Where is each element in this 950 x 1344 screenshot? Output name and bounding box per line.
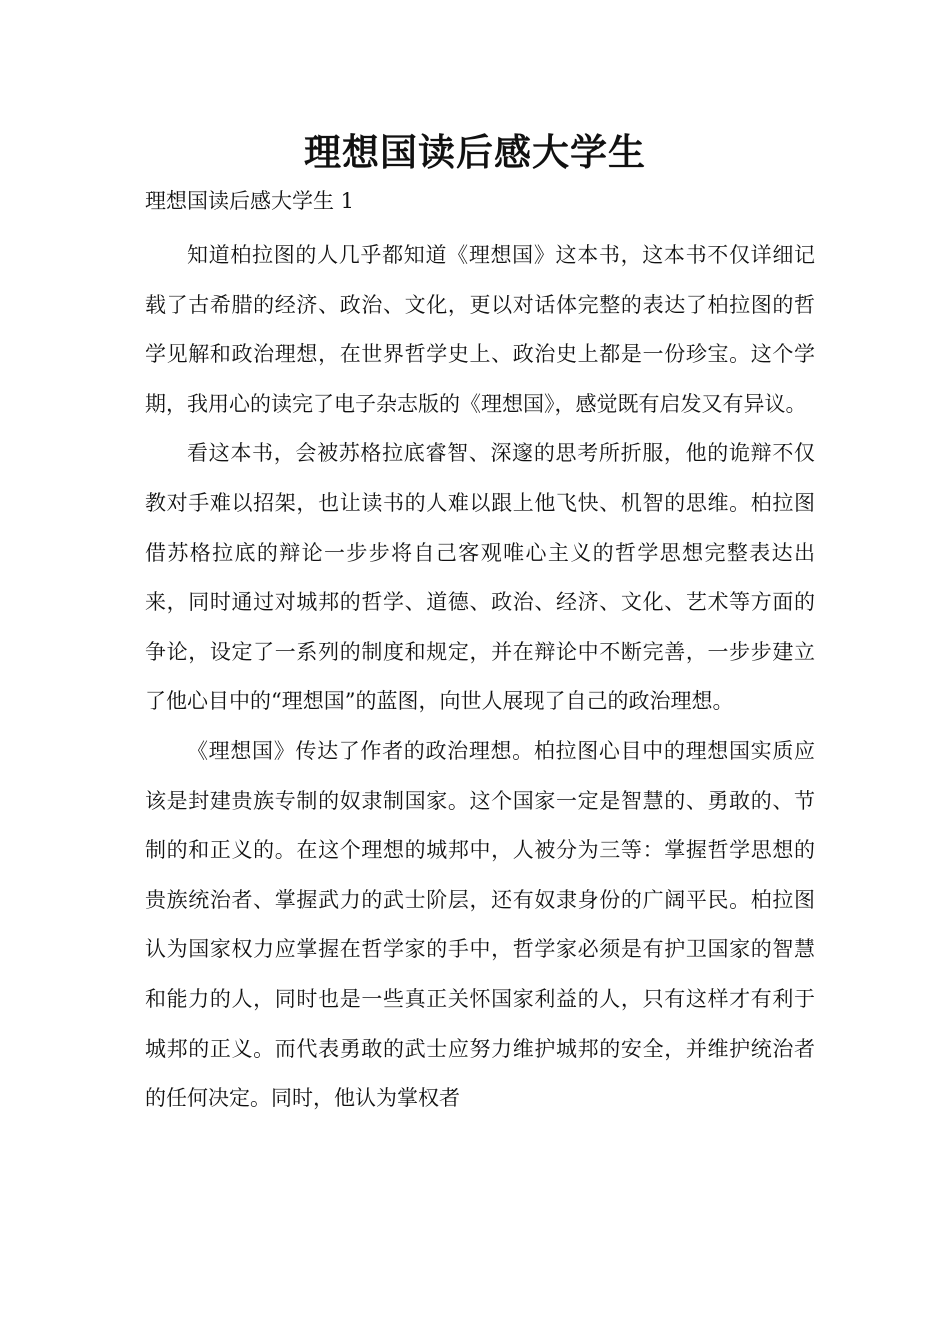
paragraph: 《理想国》传达了作者的政治理想。柏拉图心目中的理想国实质应该是封建贵族专制的奴隶制国家。这个国家一定是智慧的、勇敢的、节制的和正义的。在这个理想的城邦中，人被分为三等：掌握哲学思想的贵族统治者、掌握武力的武士阶层，还有奴隶身份的广阔平民。柏拉图认为国家权力应掌握在哲学家的手中，哲学家必须是有护卫国家的智慧和能力的人，同时也是一些真正关怀国家利益的人，只有这样才有利于城邦的正义。而代表勇敢的武士应努力维护城邦的安全，并维护统治者的任何决定。同时，他认为掌权者 [145, 738, 815, 1111]
document-body [145, 231, 815, 1124]
paragraph: 看这本书，会被苏格拉底睿智、深邃的思考所折服，他的诡辩不仅教对手难以招架，也让读书的人难以跟上他飞快、机智的思维。柏拉图借苏格拉底的辩论一步步将自己客观唯心主义的哲学思想完整表达出来，同时通过对城邦的哲学、道德、政治、经济、文化、艺术等方面的争论，设定了一系列的制度和规定，并在辩论中不断完善，一步步建立了他心目中的“理想国”的蓝图，向世人展现了自己的政治理想。 [145, 441, 815, 714]
document-subtitle: 理想国读后感大学生 1 [145, 189, 355, 213]
paragraph: 知道柏拉图的人几乎都知道《理想国》这本书，这本书不仅详细记载了古希腊的经济、政治、文化，更以对话体完整的表达了柏拉图的哲学见解和政治理想，在世界哲学史上、政治史上都是一份珍宝。这个学期，我用心的读完了电子杂志版的《理想国》，感觉既有启发又有异议。 [145, 243, 815, 416]
document-title: 理想国读后感大学生 [304, 131, 646, 174]
